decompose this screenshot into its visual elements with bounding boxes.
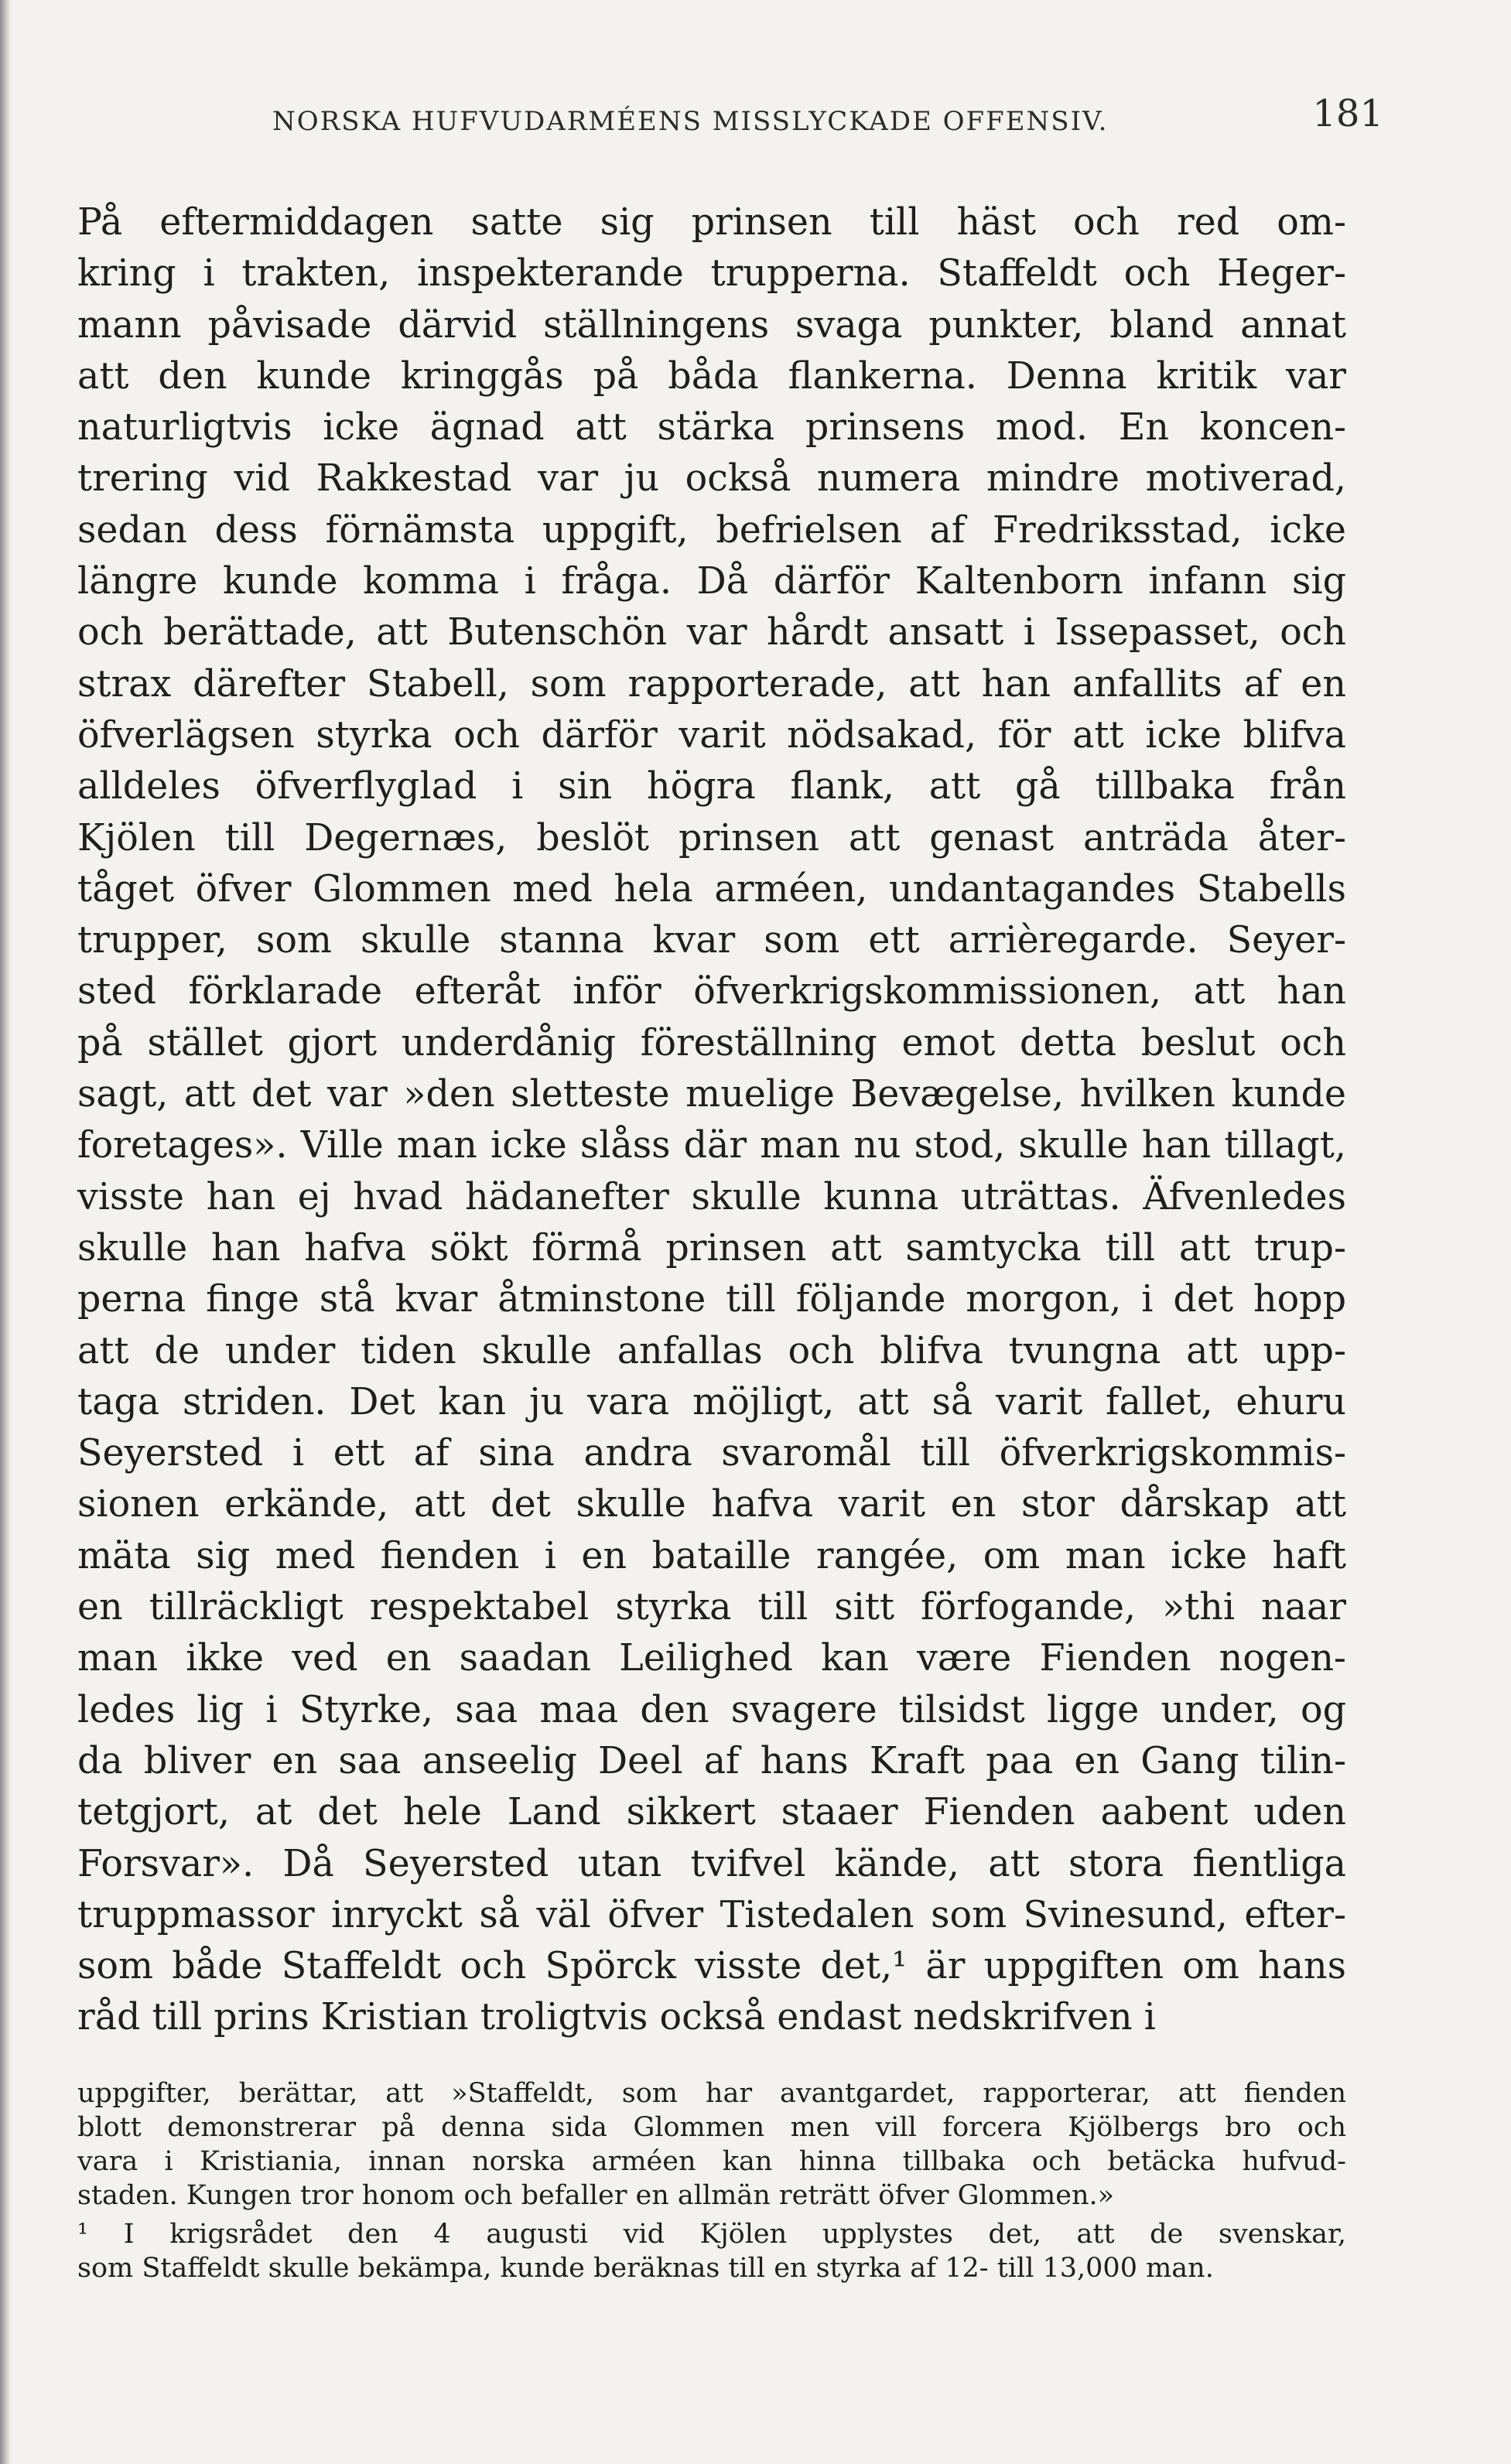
footnote-line: som Staffeldt skulle bekämpa, kunde beräknas till en styrka af 12- till 13,000 man. xyxy=(77,2252,1214,2284)
book-page xyxy=(77,89,1383,2285)
footnote-line: blott demonstrerar på denna sida Glommen men vill forcera Kjölbergs bro och xyxy=(77,2111,1346,2143)
text-line: sedan dess förnämsta uppgift, befrielsen af Fredriksstad, icke xyxy=(77,508,1346,552)
page-header xyxy=(77,89,1383,151)
text-line: tåget öfver Glommen med hela arméen, undantagandes Stabells xyxy=(77,867,1346,911)
text-line: en tillräckligt respektabel styrka till sitt förfogande, »thi naar xyxy=(77,1586,1346,1629)
body-paragraph xyxy=(77,197,1346,2044)
text-line: sagt, att det var »den sletteste muelige Bevægelse, hvilken kunde xyxy=(77,1073,1346,1116)
text-line: på stället gjort underdånig föreställning emot detta beslut och xyxy=(77,1021,1346,1065)
text-line: råd till prins Kristian troligtvis också endast nedskrifven i xyxy=(77,1996,1156,2039)
text-line: mäta sig med fienden i en bataille rangée, om man icke haft xyxy=(77,1534,1346,1577)
text-line: da bliver en saa anseelig Deel af hans Kraft paa en Gang tilin- xyxy=(77,1739,1346,1782)
text-line: man ikke ved en saadan Leilighed kan være Fienden nogen- xyxy=(77,1637,1346,1680)
footnote-line: uppgifter, berättar, att »Staffeldt, som har avantgardet, rapporterar, att fienden xyxy=(77,2077,1346,2109)
text-line: öfverlägsen styrka och därför varit nödsakad, för att icke blifva xyxy=(77,713,1346,757)
text-line: sted förklarade efteråt inför öfverkrigskommissionen, att han xyxy=(77,970,1346,1013)
text-line: Forsvar». Då Seyersted utan tvifvel kände, att stora fientliga xyxy=(77,1842,1346,1885)
text-line: kring i trakten, inspekterande trupperna. Staffeldt och Heger- xyxy=(77,252,1346,296)
text-line: att de under tiden skulle anfallas och blifva tvungna att upp- xyxy=(77,1329,1346,1372)
text-line: alldeles öfverflyglad i sin högra flank, att gå tillbaka från xyxy=(77,765,1346,808)
text-line: trering vid Rakkestad var ju också numera mindre motiverad, xyxy=(77,457,1346,501)
text-line: strax därefter Stabell, som rapporterade, att han anfallits af en xyxy=(77,662,1346,706)
text-line: ledes lig i Styrke, saa maa den svagere tilsidst ligge under, og xyxy=(77,1688,1346,1731)
footnotes xyxy=(77,2076,1346,2285)
footnote-line: vara i Kristiania, innan norska arméen kan hinna tillbaka och betäcka hufvud- xyxy=(77,2145,1346,2177)
text-line: perna finge stå kvar åtminstone till följande morgon, i det hopp xyxy=(77,1278,1346,1321)
text-line: Seyersted i ett af sina andra svaromål till öfverkrigskommis- xyxy=(77,1432,1346,1475)
text-line: På eftermiddagen satte sig prinsen till häst och red om- xyxy=(77,201,1346,244)
text-line: naturligtvis icke ägnad att stärka prinsens mod. En koncen- xyxy=(77,406,1346,449)
text-line: att den kunde kringgås på båda flankerna. Denna kritik var xyxy=(77,354,1346,398)
text-line: Kjölen till Degernæs, beslöt prinsen att genast anträda åter- xyxy=(77,816,1346,859)
text-line: visste han ej hvad hädanefter skulle kunna uträttas. Äfvenledes xyxy=(77,1175,1346,1218)
footnote-line: staden. Kungen tror honom och befaller en allmän reträtt öfver Glommen.» xyxy=(77,2179,1115,2211)
footnote-line: ¹ I krigsrådet den 4 augusti vid Kjölen upplystes det, att de svenskar, xyxy=(77,2218,1346,2250)
text-line: som både Staffeldt och Spörck visste det,¹ är uppgiften om hans xyxy=(77,1945,1346,1988)
running-head: NORSKA HUFVUDARMÉENS MISSLYCKADE OFFENSIV. xyxy=(272,106,1109,137)
scan-edge xyxy=(0,0,11,2464)
text-line: truppmassor inryckt så väl öfver Tistedalen som Svinesund, efter- xyxy=(77,1893,1346,1936)
text-line: foretages». Ville man icke slåss där man nu stod, skulle han tillagt, xyxy=(77,1124,1346,1167)
footnote-1 xyxy=(77,2217,1346,2285)
text-line: trupper, som skulle stanna kvar som ett arrièregarde. Seyer- xyxy=(77,919,1346,962)
text-line: skulle han hafva sökt förmå prinsen att samtycka till att trup- xyxy=(77,1226,1346,1270)
text-line: taga striden. Det kan ju vara möjligt, att så varit fallet, ehuru xyxy=(77,1380,1346,1423)
text-line: sionen erkände, att det skulle hafva varit en stor dårskap att xyxy=(77,1483,1346,1526)
footnote-continued xyxy=(77,2076,1346,2213)
text-line: och berättade, att Butenschön var hårdt ansatt i Issepasset, och xyxy=(77,611,1346,654)
text-line: mann påvisade därvid ställningens svaga punkter, bland annat xyxy=(77,303,1346,347)
text-line: tetgjort, at det hele Land sikkert staaer Fienden aabent uden xyxy=(77,1791,1346,1834)
text-line: längre kunde komma i fråga. Då därför Kaltenborn infann sig xyxy=(77,560,1346,603)
page-number: 181 xyxy=(1312,92,1383,135)
